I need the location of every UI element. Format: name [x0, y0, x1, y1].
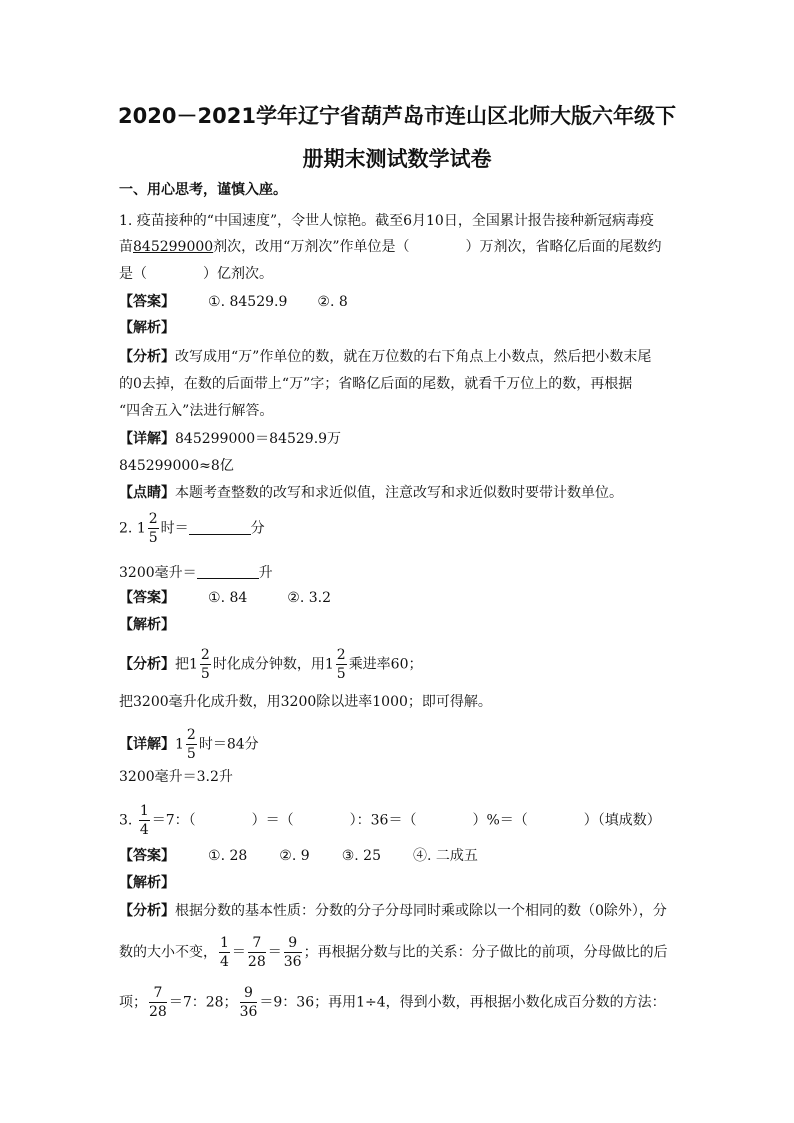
numerator: 2 — [186, 727, 196, 743]
q2-detail-2: 3200毫升＝3.2升 — [119, 769, 233, 785]
circled-2: ② — [317, 294, 330, 310]
q2-number: 2. — [119, 520, 133, 537]
q3-answer-3: 25 — [363, 848, 381, 864]
q2-analysis-label: 【解析】 — [119, 617, 175, 633]
numerator: 7 — [149, 986, 167, 1003]
q2-detail-text: 时＝84分 — [198, 736, 259, 753]
q3-fenxi-2-pre: 数的大小不变， — [119, 944, 217, 961]
detail-label: 【详解】 — [119, 736, 175, 753]
circled-1: ① — [208, 294, 221, 310]
q2-blank-2 — [197, 564, 259, 579]
denominator: 28 — [247, 954, 266, 970]
q3-fenxi-2-post: ；再根据分数与比的关系：分子做比的前项，分母做比的后 — [303, 944, 668, 961]
q3-answer-2: 9 — [300, 848, 310, 864]
q1-detail-text: 845299000＝84529.9万 — [175, 431, 342, 447]
denominator: 28 — [149, 1004, 167, 1020]
q1-analysis-label: 【解析】 — [119, 320, 175, 336]
q3-answer: 【答案】 ①. 28 ②. 9 ③. 25 ④. 二成五 — [119, 848, 478, 864]
frac-9-36-b — [240, 986, 258, 1019]
q2-fraction — [148, 512, 159, 545]
q2-eq: 时＝ — [160, 520, 189, 537]
q2-numerator: 2 — [148, 511, 158, 527]
q1-point — [119, 484, 623, 502]
q3-fenxi-3 — [119, 986, 666, 1019]
numerator: 1 — [139, 803, 149, 819]
q2-detail-whole: 1 — [175, 736, 184, 753]
numerator: 9 — [284, 936, 302, 953]
q1-answer: 【答案】 ①. 84529.9 ②. 8 — [119, 294, 348, 310]
q3-line1-text: ＝7：（ ）＝（ ）：36＝（ ）%＝（ ）（填成数） — [151, 812, 661, 829]
q3-number: 3. — [119, 812, 133, 829]
q2-line2 — [119, 564, 273, 582]
q1-fenxi-text-1: 改写成用“万”作单位的数，就在万位数的右下角点上小数点，然后把小数末尾 — [175, 349, 652, 365]
q1-answer-2: 8 — [338, 294, 348, 310]
q3-answer-1: 28 — [229, 848, 248, 864]
q3-answer-4: 二成五 — [435, 848, 478, 864]
circled-3: ③ — [341, 848, 355, 864]
doc-title-line1: 2020－2021学年辽宁省葫芦岛市连山区北师大版六年级下 — [118, 104, 676, 128]
frac-7-28-b — [149, 986, 167, 1019]
fenxi-label: 【分析】 — [119, 903, 175, 919]
q1-line2 — [119, 238, 662, 256]
q2-unit-1: 分 — [250, 520, 265, 537]
answer-label: 【答案】 — [119, 294, 175, 310]
q3-ratio-2: ＝9：36；再用1÷4，得到小数，再根据小数化成百分数的方法： — [259, 994, 666, 1011]
q3-fenxi-text-1: 根据分数的基本性质：分数的分子分母同时乘或除以一个相同的数（0除外），分 — [175, 903, 667, 919]
q2-answer-2: 3.2 — [308, 590, 332, 606]
fenxi-label: 【分析】 — [119, 349, 175, 365]
q3-fenxi-1 — [119, 902, 667, 920]
section-heading: 一、用心思考，谨慎入座。 — [119, 182, 287, 198]
frac-9-36 — [284, 936, 302, 969]
frac-1-4 — [219, 936, 230, 969]
q3-analysis-label: 【解析】 — [119, 875, 175, 891]
q2-unit-2: 升 — [258, 565, 273, 581]
fenxi-label: 【分析】 — [119, 656, 175, 673]
denominator: 5 — [186, 746, 196, 762]
q1-line2-pre: 苗 — [119, 239, 133, 255]
q2-detail-1 — [119, 728, 259, 761]
q2-fenxi-fraction-a — [200, 648, 211, 681]
q1-point-text: 本题考查整数的改写和求近似值，注意改写和求近似数时要带计数单位。 — [175, 485, 623, 501]
q2-blank-1 — [189, 520, 251, 535]
circled-1: ① — [208, 590, 221, 606]
q1-fenxi-1 — [119, 348, 651, 366]
q3-ratio-1: ＝7：28； — [168, 994, 238, 1011]
circled-1: ① — [208, 848, 221, 864]
q2-line1 — [119, 512, 265, 545]
q2-denominator: 5 — [148, 530, 158, 546]
q1-number: 845299000 — [133, 239, 214, 255]
q3-line1 — [119, 804, 661, 837]
denominator: 4 — [139, 822, 149, 838]
denominator: 5 — [200, 666, 210, 682]
q1-detail-1 — [119, 430, 341, 448]
frac-7-28 — [248, 936, 266, 969]
q1-line3: 是（ ）亿剂次。 — [119, 266, 273, 282]
q1-line1: 1. 疫苗接种的“中国速度”，令世人惊艳。截至6月10日，全国累计报告接种新冠病毒疫 — [119, 213, 654, 229]
q1-answer-1: 84529.9 — [229, 294, 288, 310]
q1-fenxi-2: 的0去掉，在数的后面带上“万”字；省略亿后面的尾数，就看千万位上的数，再根据 — [119, 376, 633, 392]
detail-label: 【详解】 — [119, 431, 175, 447]
q3-fenxi-3-pre: 项； — [119, 994, 147, 1011]
q2-line2-pre: 3200毫升＝ — [119, 565, 197, 581]
doc-title-line2: 册期末测试数学试卷 — [302, 147, 492, 171]
numerator: 9 — [240, 986, 258, 1003]
q2-fenxi-whole-b: 1 — [324, 656, 334, 673]
answer-label: 【答案】 — [119, 590, 175, 606]
numerator: 1 — [220, 935, 229, 951]
q2-fenxi-mid: 时化成分钟数，用 — [212, 656, 325, 673]
q2-fenxi-1 — [119, 648, 423, 681]
q1-line2-post: 剂次，改用“万剂次”作单位是（ ）万剂次，省略亿后面的尾数约 — [213, 239, 662, 255]
numerator: 7 — [248, 936, 266, 953]
q2-fenxi-post: 乘进率60； — [348, 656, 423, 673]
q2-fenxi-fraction-b — [336, 648, 347, 681]
point-label: 【点睛】 — [119, 485, 175, 501]
numerator: 2 — [200, 647, 210, 663]
q3-fenxi-2: 数的大小不变， $\frac{1}{4}$ ＝ $\frac{7}{28}$ ＝ $\frac{9}{36}$ ；再根据分数与比的关系：分子做比的前项，分母做比的后 — [119, 935, 668, 970]
q2-fenxi-whole-a: 1 — [189, 656, 198, 673]
numerator: 2 — [336, 647, 346, 663]
q2-answer: 【答案】 ①. 84 ②. 3.2 — [119, 590, 332, 606]
q2-fenxi-pre: 把 — [175, 656, 189, 673]
answer-label: 【答案】 — [119, 848, 175, 864]
denominator: 5 — [336, 666, 346, 682]
q3-fraction — [139, 804, 150, 837]
q2-fenxi-2: 把3200毫升化成升数，用3200除以进率1000；即可得解。 — [119, 694, 492, 710]
denominator: 36 — [283, 954, 302, 970]
circled-2: ② — [287, 590, 300, 606]
q2-detail-fraction — [186, 728, 197, 761]
q1-detail-2: 845299000≈8亿 — [119, 458, 234, 474]
denominator: 4 — [220, 954, 229, 970]
q2-whole: 1 — [136, 520, 146, 537]
q1-fenxi-3: “四舍五入”法进行解答。 — [119, 403, 274, 419]
circled-4: ④ — [412, 848, 427, 864]
circled-2: ② — [279, 848, 292, 864]
q2-answer-1: 84 — [229, 590, 248, 606]
denominator: 36 — [239, 1004, 258, 1020]
